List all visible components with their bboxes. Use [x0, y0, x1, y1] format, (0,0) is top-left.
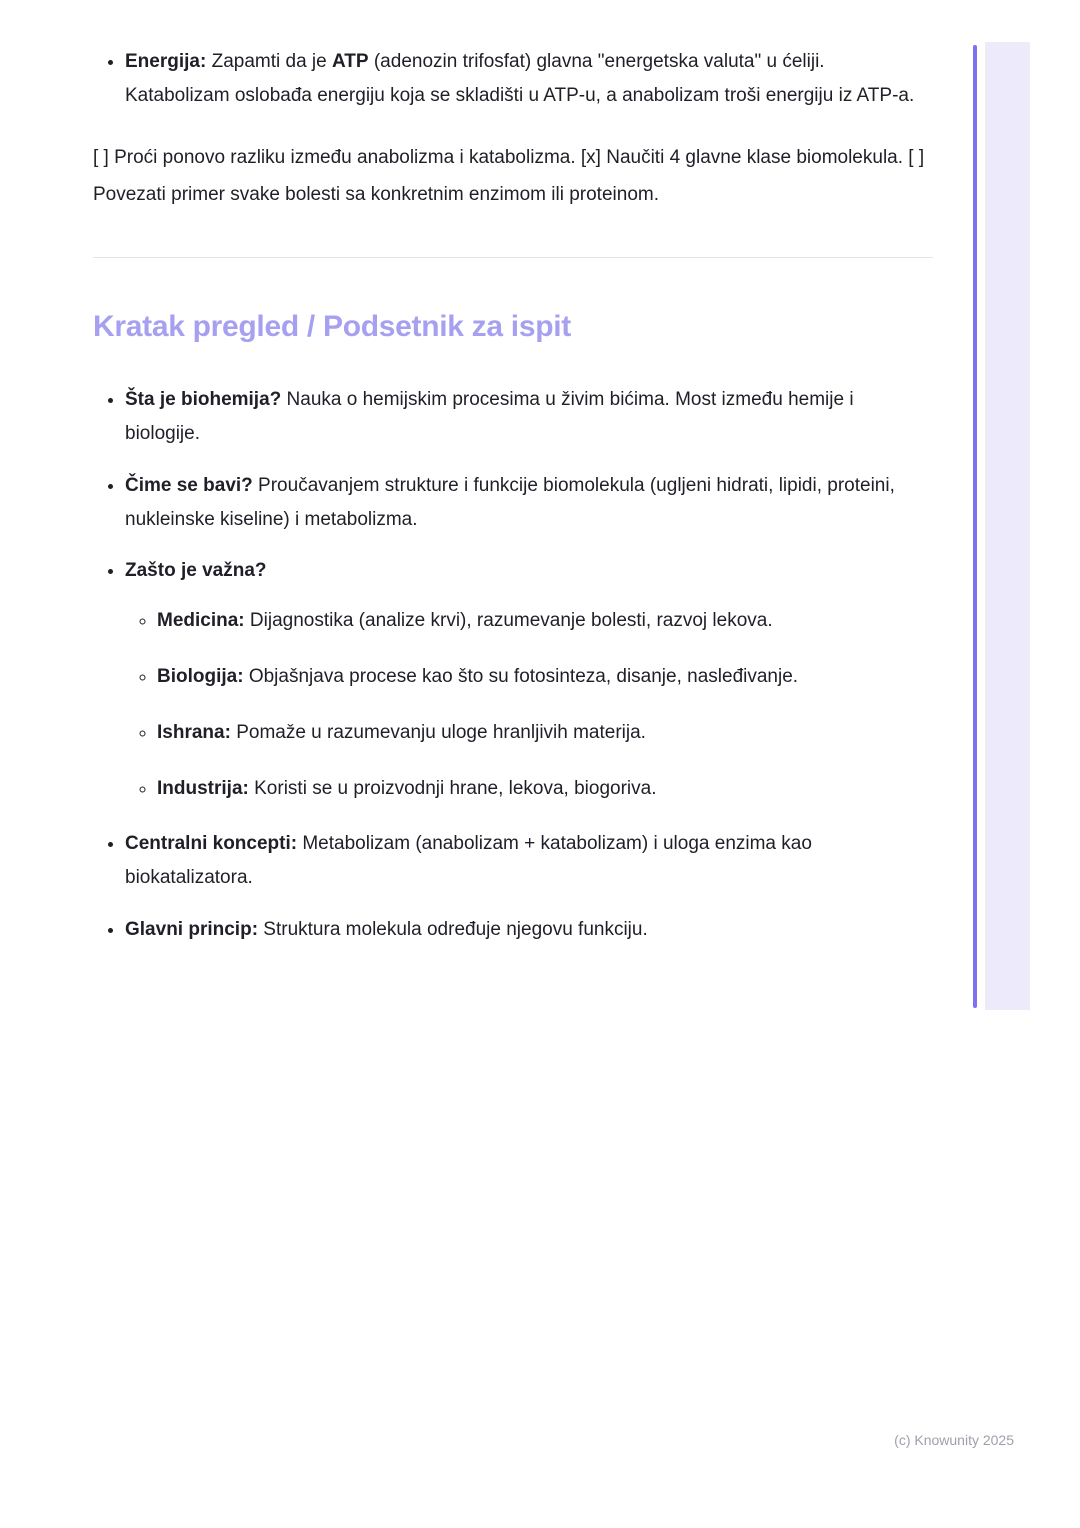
item-lead: Biologija:	[157, 665, 244, 687]
list-item-energija	[125, 45, 933, 113]
sub-list-item-industrija	[157, 772, 933, 806]
item-lead: Energija:	[125, 51, 207, 72]
item-text: Struktura molekula određuje njegovu funkciju.	[258, 919, 648, 941]
sub-list-item-medicina	[157, 604, 933, 638]
importance-sublist	[125, 604, 933, 805]
item-text: Koristi se u proizvodnji hrane, lekova, biogoriva.	[248, 777, 657, 799]
item-text: Proučavanjem strukture i funkcije biomolekula (ugljeni hidrati, lipidi, proteini, nukleinske kiseline) i metabolizma.	[125, 474, 895, 530]
energy-note-list	[93, 45, 933, 113]
list-item-zasto-je-vazna	[125, 554, 933, 805]
item-lead: Čime se bavi?	[125, 474, 253, 496]
item-lead: Šta je biohemija?	[125, 389, 282, 411]
item-text: Pomaže u razumevanju uloge hranljivih materija.	[230, 721, 646, 743]
item-text: Dijagnostika (analize krvi), razumevanje bolesti, razvoj lekova.	[244, 610, 773, 632]
item-text: Zapamti da je	[206, 51, 332, 72]
list-item-centralni-koncepti	[125, 827, 933, 895]
content-divider	[93, 257, 933, 258]
item-text: Objašnjava procese kao što su fotosinteza, disanje, nasleđivanje.	[243, 665, 799, 687]
item-lead: Ishrana:	[157, 721, 231, 743]
copyright-text: (c) Knowunity 2025	[894, 1432, 1014, 1448]
list-item-cime-se-bavi	[125, 469, 933, 537]
list-item-glavni-princip	[125, 913, 933, 947]
item-lead: Industrija:	[157, 777, 249, 799]
checklist-paragraph: [ ] Proći ponovo razliku između anabolizma i katabolizma. [x] Naučiti 4 glavne klase biomolekula. [ ] Povezati primer svake bolesti sa konkretnim enzimom ili proteinom.	[93, 146, 925, 205]
document-content	[93, 45, 933, 965]
item-lead: Medicina:	[157, 610, 245, 632]
summary-list	[93, 383, 933, 947]
next-page-strip	[985, 42, 1030, 1010]
item-text: (adenozin trifosfat) glavna "energetska valuta" u ćeliji. Katabolizam oslobađa energiju koja se skladišti u ATP-u, a anabolizam troši energiju iz ATP-a.	[125, 51, 915, 106]
item-lead: Zašto je važna?	[125, 560, 267, 582]
section-heading: Kratak pregled / Podsetnik za ispit	[93, 309, 571, 343]
item-lead: Centralni koncepti:	[125, 833, 298, 855]
item-text: Nauka o hemijskim procesima u živim bićima. Most između hemije i biologije.	[125, 389, 854, 444]
sub-list-item-biologija	[157, 660, 933, 694]
item-lead: Glavni princip:	[125, 919, 259, 941]
page-edge-line	[973, 45, 977, 1008]
item-bold-term: ATP	[331, 51, 369, 72]
sub-list-item-ishrana	[157, 716, 933, 750]
list-item-sta-je-biohemija	[125, 383, 933, 451]
item-text: Metabolizam (anabolizam + katabolizam) i uloga enzima kao biokatalizatora.	[125, 833, 812, 889]
